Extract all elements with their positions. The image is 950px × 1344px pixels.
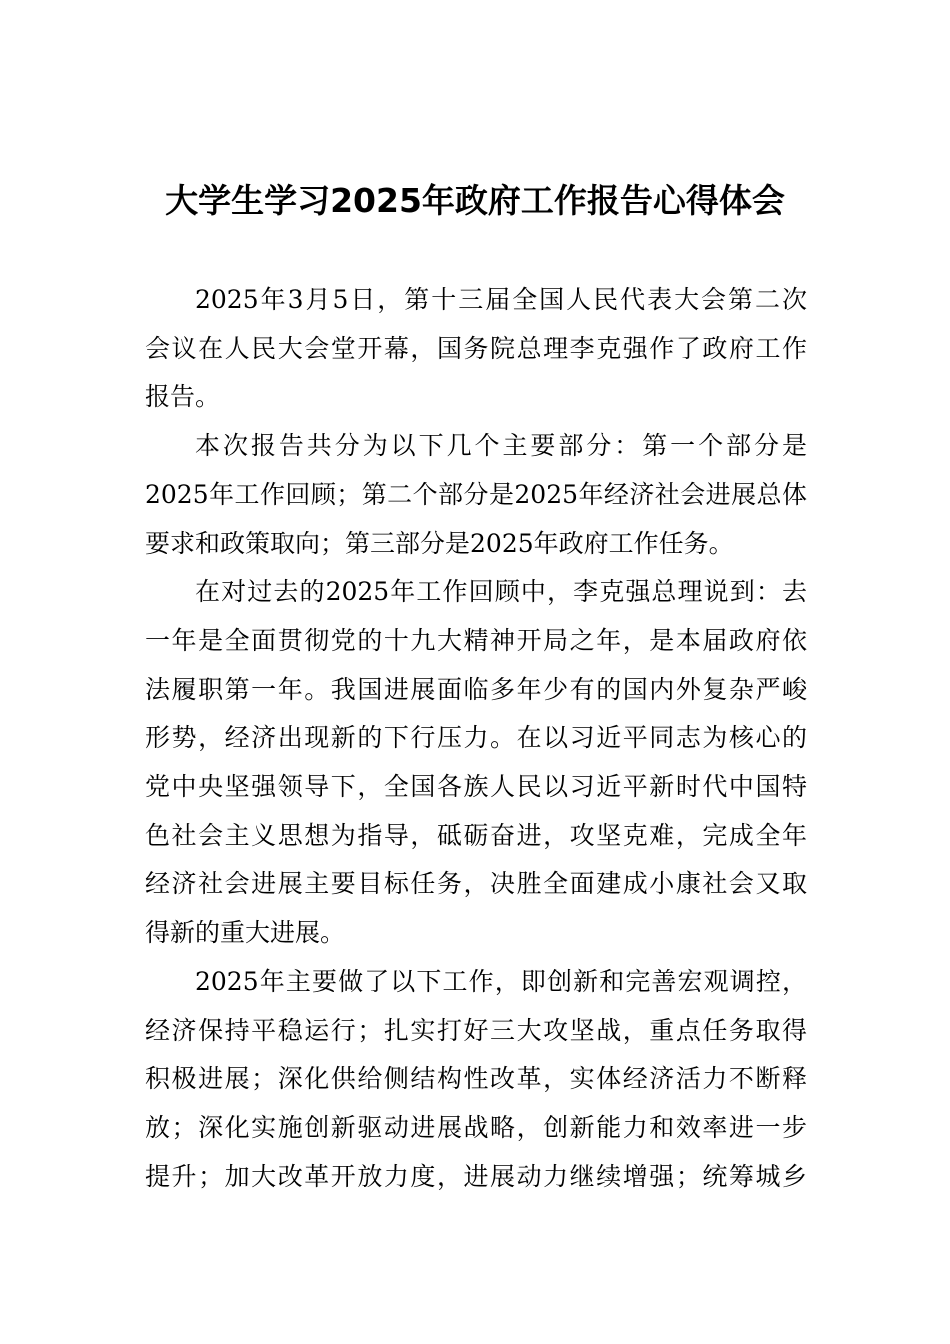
text-line: 本次报告共分为以下几个主要部分：第一个部分是 [195, 431, 807, 461]
paragraph [145, 958, 807, 1202]
text-line: 2025年主要做了以下工作，即创新和完善宏观调控， [195, 966, 807, 996]
text-line: 2025年工作回顾；第二个部分是2025年经济社会进展总体 [145, 479, 807, 509]
text-line: 一年是全面贯彻党的十九大精神开局之年，是本届政府依 [145, 625, 807, 655]
text-line: 报告。 [145, 382, 221, 412]
text-line: 党中央坚强领导下，全国各族人民以习近平新时代中国特 [145, 772, 807, 802]
text-line: 得新的重大进展。 [145, 918, 346, 948]
document-body [145, 276, 807, 1201]
text-line: 要求和政策取向；第三部分是2025年政府工作任务。 [145, 528, 734, 558]
text-line: 会议在人民大会堂开幕，国务院总理李克强作了政府工作 [145, 333, 807, 363]
text-line: 经济保持平稳运行；扎实打好三大攻坚战，重点任务取得 [145, 1015, 807, 1045]
text-line: 色社会主义思想为指导，砥砺奋进，攻坚克难，完成全年 [145, 820, 807, 850]
text-line: 2025年3月5日，第十三届全国人民代表大会第二次 [195, 285, 807, 314]
text-line: 积极进展；深化供给侧结构性改革，实体经济活力不断释 [145, 1064, 807, 1094]
document-title: 大学生学习2025年政府工作报告心得体会 [165, 181, 785, 220]
text-line: 形势，经济出现新的下行压力。在以习近平同志为核心的 [145, 723, 807, 753]
paragraph [145, 568, 807, 958]
text-line: 法履职第一年。我国进展面临多年少有的国内外复杂严峻 [145, 674, 807, 704]
paragraph [145, 422, 807, 568]
text-line: 放；深化实施创新驱动进展战略，创新能力和效率进一步 [145, 1112, 807, 1142]
paragraph [145, 276, 807, 422]
text-line: 提升；加大改革开放力度，进展动力继续增强；统筹城乡 [145, 1161, 807, 1191]
text-line: 在对过去的2025年工作回顾中，李克强总理说到：去 [195, 577, 807, 607]
text-line: 经济社会进展主要目标任务，决胜全面建成小康社会又取 [145, 869, 807, 899]
